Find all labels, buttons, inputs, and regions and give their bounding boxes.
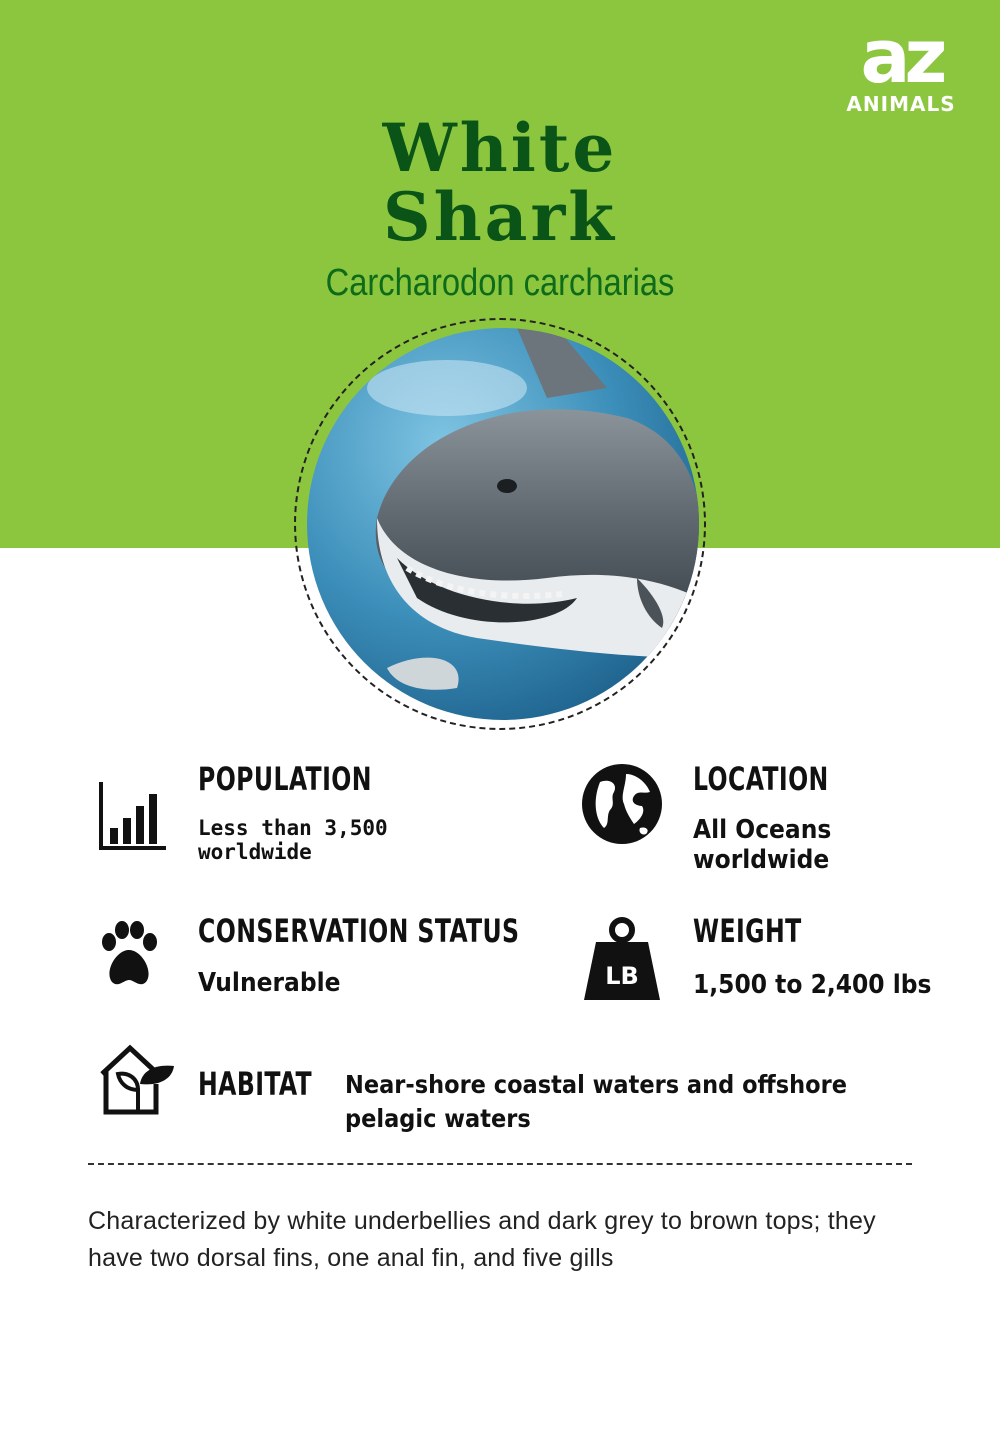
location-value-line-1: All Oceans — [693, 815, 832, 845]
location-label: LOCATION — [693, 760, 829, 798]
bar-chart-icon — [98, 780, 168, 856]
logo-word: ANIMALS — [846, 92, 956, 116]
habitat-value: Near-shore coastal waters and offshore pelagic waters — [345, 1070, 847, 1133]
shark-photo — [307, 328, 699, 720]
habitat-label: HABITAT — [198, 1065, 313, 1103]
population-value-line-2: worldwide — [198, 840, 312, 864]
animal-name-line-2: Shark — [383, 178, 617, 256]
weight-value: 1,500 to 2,400 lbs — [693, 970, 932, 1000]
population-label: POPULATION — [198, 760, 372, 798]
weight-label: WEIGHT — [693, 912, 802, 950]
globe-icon — [580, 762, 664, 850]
animal-name-line-1: White — [382, 109, 618, 187]
description: Characterized by white underbellies and dark grey to brown tops; they have two dorsal fins, one anal fin, and five gills — [88, 1207, 876, 1272]
weight-icon — [582, 914, 662, 1008]
section-divider — [88, 1163, 912, 1165]
weight-icon-text: LB — [605, 962, 639, 990]
location-value-line-2: worldwide — [693, 845, 830, 875]
logo-mark: az — [860, 14, 942, 100]
conservation-status-label: CONSERVATION STATUS — [198, 912, 520, 950]
house-plant-icon — [98, 1044, 182, 1120]
az-animals-logo[interactable] — [836, 14, 966, 116]
paw-icon — [96, 920, 162, 994]
scientific-name: Carcharodon carcharias — [325, 262, 675, 304]
population-value-line-1: Less than 3,500 — [198, 816, 388, 840]
conservation-status-value: Vulnerable — [198, 968, 341, 998]
